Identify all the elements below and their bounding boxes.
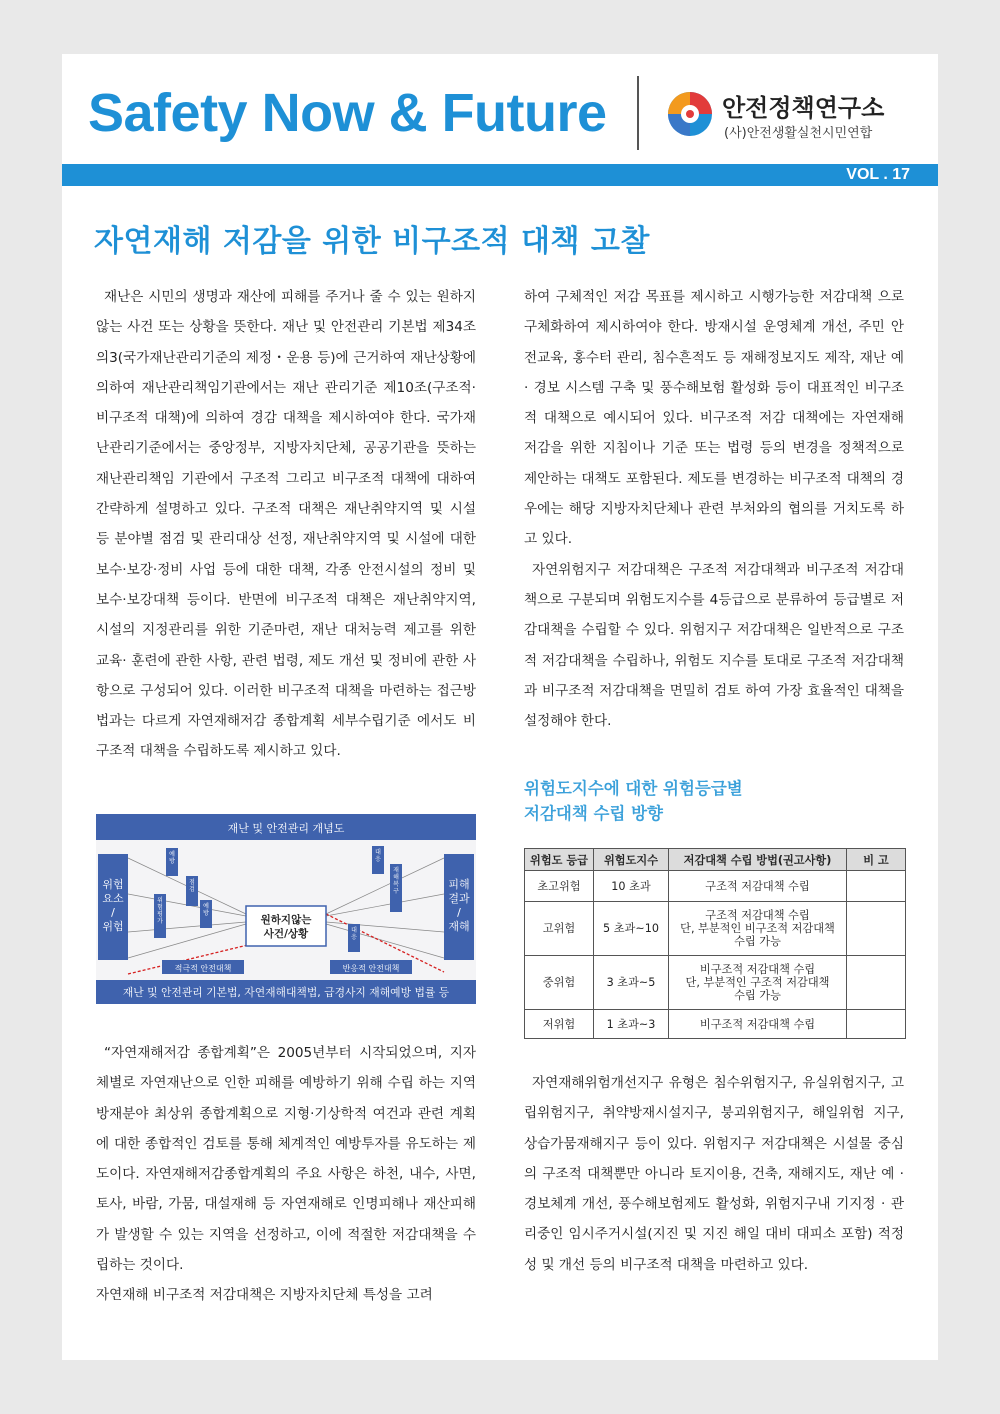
diagram-small-label: 예 방 bbox=[203, 903, 209, 917]
diagram-small-label: 예 방 bbox=[169, 851, 175, 865]
table-cell-index: 10 초과 bbox=[594, 871, 669, 902]
table-header-cell: 위험도지수 bbox=[594, 849, 669, 871]
diagram-left-label: 위험 요소 / 위험 bbox=[102, 878, 124, 933]
table-cell-index: 5 초과~10 bbox=[594, 902, 669, 956]
diagram-top-label: 재난 및 안전관리 개념도 bbox=[227, 822, 345, 835]
table-row bbox=[525, 902, 906, 956]
institute-subname: (사)안전생활실천시민연합 bbox=[724, 126, 873, 141]
table-cell-method: 구조적 저감대책 수립 bbox=[669, 871, 847, 902]
diagram-bottom-label: 재난 및 안전관리 기본법, 자연재해대책법, 급경사지 재해예방 법률 등 bbox=[122, 986, 450, 999]
diagram-right-label: 피해 결과 / 재해 bbox=[448, 878, 470, 933]
left-column-top bbox=[96, 282, 476, 767]
left-paragraph-3: 자연재해 비구조적 저감대책은 지방자치단체 특성을 고려 bbox=[96, 1287, 433, 1304]
table-cell-note bbox=[847, 902, 906, 956]
diagram-small-label: 대 응 bbox=[351, 927, 357, 941]
table-cell-index: 3 초과~5 bbox=[594, 956, 669, 1010]
table-cell-method: 구조적 저감대책 수립 단, 부분적인 비구조적 저감대책 수립 가능 bbox=[669, 902, 847, 956]
table-header-cell: 저감대책 수립 방법(권고사항) bbox=[669, 849, 847, 871]
table-section-title bbox=[524, 776, 743, 826]
institute-logo-icon bbox=[666, 90, 714, 138]
article-title: 자연재해 저감을 위한 비구조적 대책 고찰 bbox=[94, 224, 650, 259]
table-cell-method: 비구조적 저감대책 수립 단, 부분적인 구조적 저감대책 수립 가능 bbox=[669, 956, 847, 1010]
diagram-small-label: 대 응 bbox=[375, 849, 381, 863]
diagram-small-label: 위 험 평 가 bbox=[157, 897, 163, 925]
table-cell-grade: 초고위험 bbox=[525, 871, 594, 902]
table-cell-grade: 고위험 bbox=[525, 902, 594, 956]
table-cell-method: 비구조적 저감대책 수립 bbox=[669, 1010, 847, 1039]
newsletter-page bbox=[62, 54, 938, 1360]
right-paragraph-3: 자연재해위험개선지구 유형은 침수위험지구, 유실위험지구, 고립위험지구, 취약방재시설지구, 붕괴위험지구, 해일위험 지구, 상습가뭄재해지구 등이 있다. 위험지구 저감대책은 시설물 중심의 구조적 대책뿐만 아니라 토지이용, 건축, 재해지도, 재난 예 · 경보체계 개선, 풍수해보험제도 활성화, 위험지구내 기지정 · 관리중인 임시주거시설(지진 및 지진 해일 대비 대피소 포함) 적정성 및 개선 등의 비구조적 대책을 마련하고 있다. bbox=[524, 1075, 904, 1273]
table-cell-note bbox=[847, 956, 906, 1010]
diagram-small-label: 점 검 bbox=[189, 879, 195, 893]
diagram-center-box bbox=[246, 906, 326, 946]
table-cell-note bbox=[847, 871, 906, 902]
left-paragraph-2: “자연재해저감 종합계획”은 2005년부터 시작되었으며, 지자체별로 자연재난으로 인한 피해를 예방하기 위해 수립 하는 지역 방재분야 최상위 종합계획으로 지형·기상학적 여건과 관련 계획에 대한 종합적인 검토를 통해 체계적인 예방투자를 유도하는 제도이다. 자연재해저감종합계획의 주요 사항은 하천, 내수, 사면, 토사, 바람, 가뭄, 대설재해 등 자연재해로 인명피해나 재산피해가 발생할 수 있는 지역을 선정하고, 이에 적절한 저감대책을 수립하는 것이다. bbox=[96, 1045, 476, 1274]
table-header-cell: 비 고 bbox=[847, 849, 906, 871]
volume-bar bbox=[62, 164, 938, 186]
institute-name: 안전정책연구소 bbox=[722, 94, 885, 122]
diagram-reactive-label: 반응적 안전대책 bbox=[342, 964, 400, 973]
right-paragraph-2: 자연위험지구 저감대책은 구조적 저감대책과 비구조적 저감대책으로 구분되며 위험도지수를 4등급으로 분류하여 등급별로 저감대책을 수립할 수 있다. 위험지구 저감대책은 일반적으로 구조적 저감대책을 수립하나, 위험도 지수를 토대로 구조적 저감대책과 비구조적 저감대책을 면밀히 검토 하여 가장 효율적인 대책을 설정해야 한다. bbox=[524, 561, 904, 730]
table-title-line-1: 위험도지수에 대한 위험등급별 bbox=[524, 779, 743, 798]
table-cell-grade: 저위험 bbox=[525, 1010, 594, 1039]
header-divider bbox=[637, 76, 639, 150]
risk-grade-table bbox=[524, 848, 906, 1039]
volume-label: VOL . 17 bbox=[846, 166, 910, 183]
table-cell-grade: 중위험 bbox=[525, 956, 594, 1010]
right-paragraph-1: 하여 구체적인 저감 목표를 제시하고 시행가능한 저감대책 으로 구체화하여 제시하여야 한다. 방재시설 운영체계 개선, 주민 안전교육, 홍수터 관리, 침수흔적도 등 재해정보지도 제작, 재난 예 · 경보 시스템 구축 및 풍수해보험 활성화 등이 대표적인 비구조적 대책으로 예시되어 있다. 비구조적 저감 대책에는 자연재해 저감을 위한 지침이나 기준 또는 법령 등의 변경을 정책적으로 제안하는 대책도 포함된다. 제도를 변경하는 비구조적 대책의 경우에는 해당 지방자치단체나 관련 부처와의 협의를 거치도록 하고 있다. bbox=[524, 289, 904, 548]
right-column-top bbox=[524, 282, 904, 736]
table-row bbox=[525, 871, 906, 902]
newsletter-title: Safety Now & Future bbox=[88, 83, 607, 143]
table-header-row bbox=[525, 849, 906, 871]
diagram-proactive-label: 적극적 안전대책 bbox=[174, 964, 232, 973]
right-column-bottom bbox=[524, 1068, 904, 1280]
table-header-cell: 위험도 등급 bbox=[525, 849, 594, 871]
diagram-center-label: 원하지않는 사건/상황 bbox=[260, 914, 312, 940]
table-row bbox=[525, 1010, 906, 1039]
left-column-bottom bbox=[96, 1038, 476, 1311]
diagram-small-label: 재 해 복 구 bbox=[393, 867, 399, 895]
left-paragraph-1: 재난은 시민의 생명과 재산에 피해를 주거나 줄 수 있는 원하지 않는 사건 또는 상황을 뜻한다. 재난 및 안전관리 기본법 제34조의3(국가재난관리기준의 제정・운용 등)에 근거하여 재난상황에 의하여 재난관리책임기관에서는 재난 관리기준 제10조(구조적·비구조적 대책)에 의하여 경감 대책을 제시하여야 한다. 국가재난관리기준에서는 중앙정부, 지방자치단체, 공공기관을 뜻하는 재난관리책임 기관에서 구조적 그리고 비구조적 대책에 대하여 간략하게 설명하고 있다. 구조적 대책은 재난취약지역 및 시설 등 분야별 점검 및 관리대상 선정, 재난취약지역 및 시설에 대한 보수·보강·정비 사업 등에 대한 대책, 각종 안전시설의 정비 및 보수·보강대책 등이다. 반면에 비구조적 대책은 재난취약지역, 시설의 지정관리를 위한 기준마련, 재난 대처능력 제고를 위한 교육· 훈련에 관한 사항, 관련 법령, 제도 개선 및 정비에 관한 사항으로 구성되어 있다. 이러한 비구조적 대책을 마련하는 접근방법과는 다르게 자연재해저감 종합계획 세부수립기준 에서도 비구조적 대책을 수립하도록 제시하고 있다. bbox=[96, 289, 476, 760]
disaster-concept-diagram bbox=[96, 814, 476, 1004]
table-cell-note bbox=[847, 1010, 906, 1039]
table-row bbox=[525, 956, 906, 1010]
table-cell-index: 1 초과~3 bbox=[594, 1010, 669, 1039]
table-title-line-2: 저감대책 수립 방향 bbox=[524, 804, 664, 823]
